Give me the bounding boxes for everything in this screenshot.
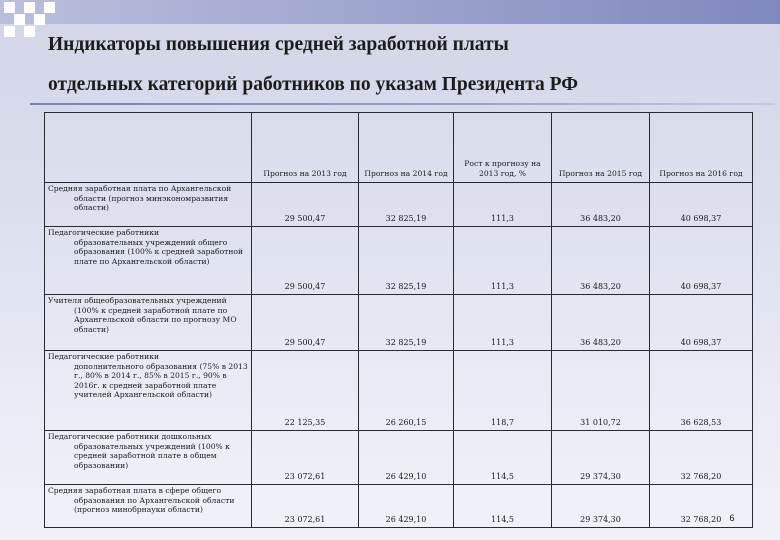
row-label-continuation: образовательных учреждений общего образования (100% к средней заработной плате по Архангельской области) [74,237,244,266]
cell-2014: 26 429,10 [359,431,454,485]
cell-2013: 29 500,47 [252,295,359,351]
indicators-table [44,112,753,528]
cell-2013: 23 072,61 [252,431,359,485]
cell-2015: 29 374,30 [552,431,650,485]
top-decorative-band [0,0,780,24]
slide-title-line-2: отдельных категорий работников по указам Президента РФ [48,74,578,95]
row-label-first-line: Средняя заработная плата по Архангельской [48,184,232,193]
row-label [45,485,252,528]
table-row [45,295,753,351]
row-label-continuation: образовательных учреждений (100% к средней заработной плате в общем образовании) [74,441,230,470]
cell-2016: 32 768,20 [650,485,753,528]
table-row [45,351,753,431]
cell-2013: 23 072,61 [252,485,359,528]
row-label [45,351,252,431]
cell-growth: 114,5 [454,431,552,485]
column-header-growth: Рост к прогнозу на 2013 год, % [454,113,552,183]
column-header-2016: Прогноз на 2016 год [650,113,753,183]
cell-2015: 31 010,72 [552,351,650,431]
cell-2013: 29 500,47 [252,183,359,227]
row-label-continuation: области (прогноз минэкономразвития области) [74,193,229,212]
row-label [45,183,252,227]
cell-2016: 36 628,53 [650,351,753,431]
row-label [45,227,252,295]
row-label [45,295,252,351]
title-underline [30,103,775,105]
table-row [45,227,753,295]
cell-2013: 22 125,35 [252,351,359,431]
cell-2014: 26 260,15 [359,351,454,431]
row-label-continuation: образования по Архангельской области (прогноз минобрнауки области) [74,495,235,514]
row-label-first-line: Педагогические работники [48,352,160,361]
cell-growth: 114,5 [454,485,552,528]
row-label-first-line: Учителя общеобразовательных учреждений [48,296,227,305]
cell-growth: 111,3 [454,295,552,351]
cell-2014: 26 429,10 [359,485,454,528]
cell-2015: 36 483,20 [552,295,650,351]
table-row [45,431,753,485]
row-label-first-line: Педагогические работники [48,228,160,237]
slide-title-line-1: Индикаторы повышения средней заработной платы [48,34,509,55]
cell-2015: 29 374,30 [552,485,650,528]
slide-number: 6 [729,513,735,523]
table-header-row [45,113,753,183]
indicators-table-wrapper [44,112,752,524]
cell-growth: 111,3 [454,183,552,227]
cell-growth: 111,3 [454,227,552,295]
cell-2016: 40 698,37 [650,295,753,351]
row-label-first-line: Педагогические работники дошкольных [48,432,212,441]
cell-2016: 40 698,37 [650,227,753,295]
cell-2014: 32 825,19 [359,227,454,295]
table-row [45,183,753,227]
cell-2015: 36 483,20 [552,227,650,295]
cell-2016: 40 698,37 [650,183,753,227]
table-row [45,485,753,528]
row-label-continuation: дополнительного образования (75% в 2013 г., 80% в 2014 г., 85% в 2015 г., 90% в 2016г. к средней заработной плате учителей Архангельской области) [74,361,248,399]
column-header-2015: Прогноз на 2015 год [552,113,650,183]
cell-2014: 32 825,19 [359,183,454,227]
column-header-2014: Прогноз на 2014 год [359,113,454,183]
column-header-label [45,113,252,183]
row-label-first-line: Средняя заработная плата в сфере общего [48,486,222,495]
cell-2015: 36 483,20 [552,183,650,227]
cell-2016: 32 768,20 [650,431,753,485]
cell-2014: 32 825,19 [359,295,454,351]
column-header-2013: Прогноз на 2013 год [252,113,359,183]
cell-2013: 29 500,47 [252,227,359,295]
row-label-continuation: (100% к средней заработной плате по Архангельской области по прогнозу МО области) [74,305,237,334]
row-label [45,431,252,485]
cell-growth: 118,7 [454,351,552,431]
